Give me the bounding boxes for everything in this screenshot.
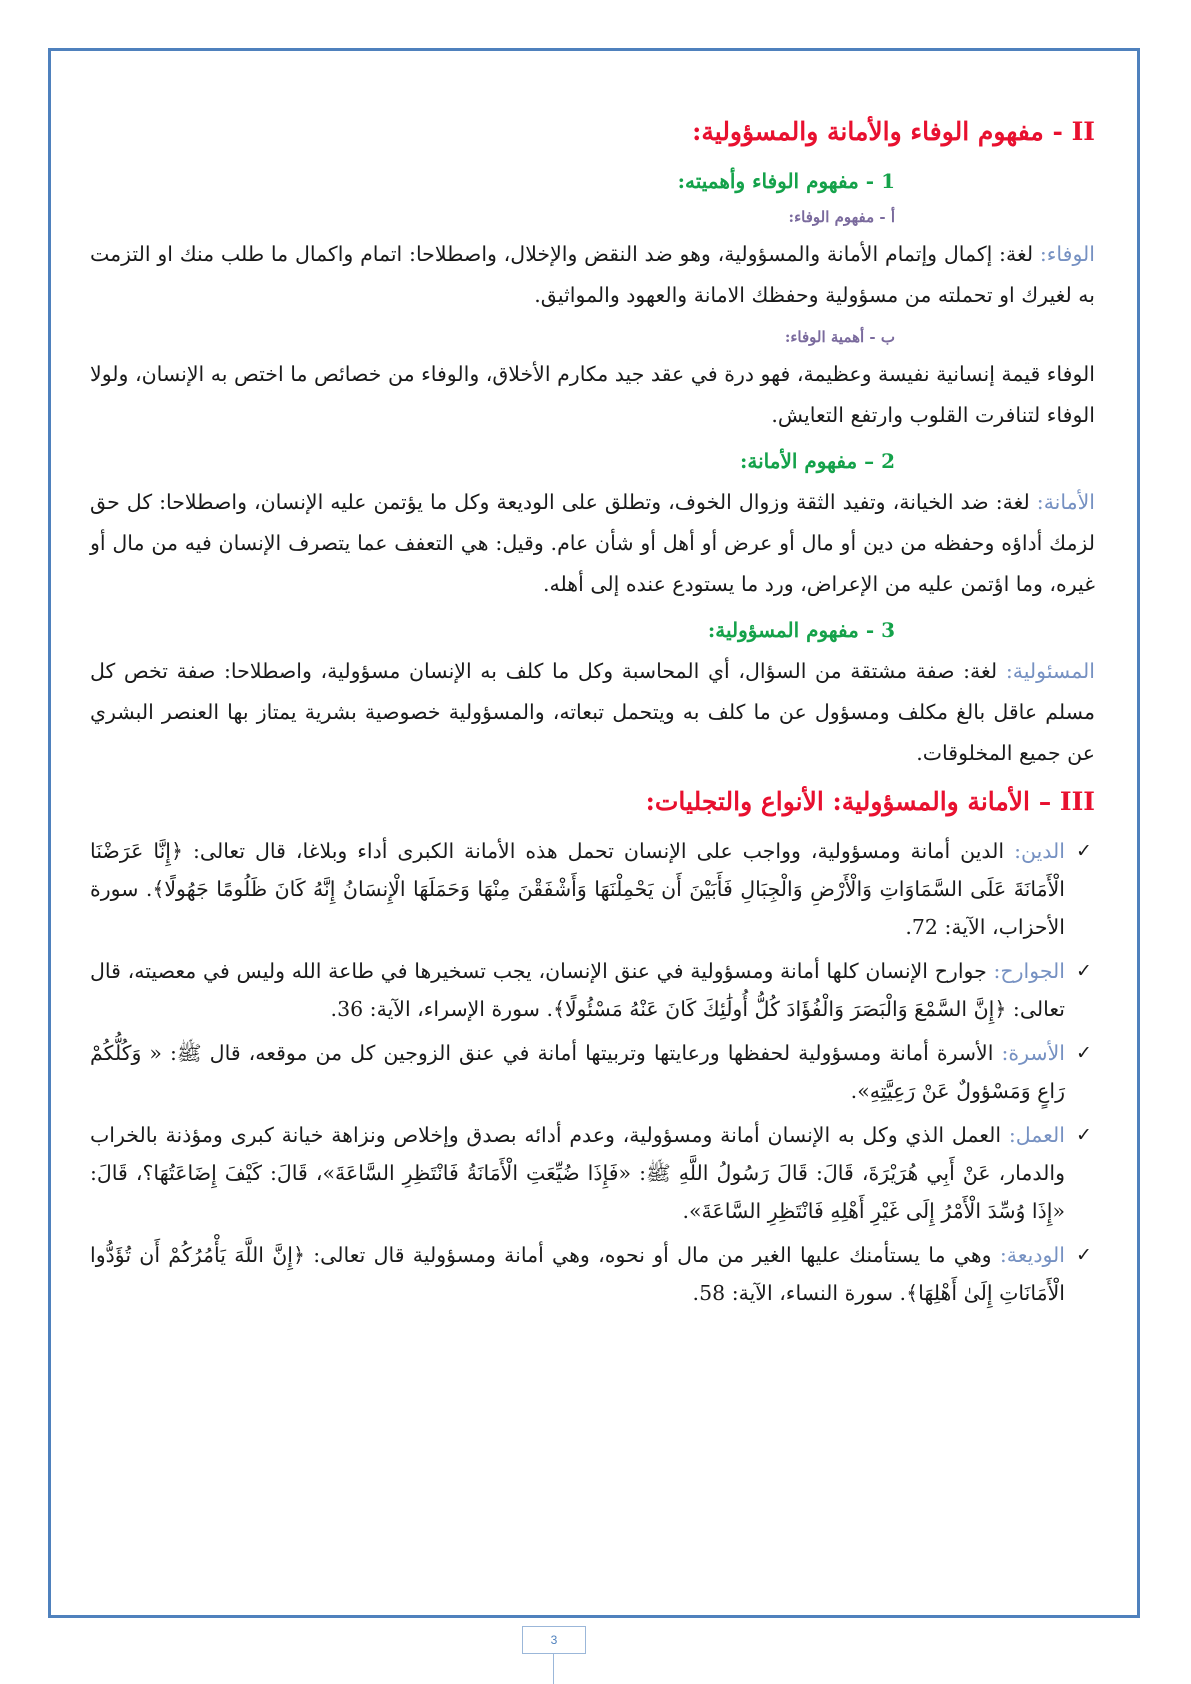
checkmark-icon: ✓ bbox=[1076, 1042, 1092, 1064]
list-item-text: الأسرة أمانة ومسؤولية لحفظها ورعايتها وتربيتها أمانة في عنق الزوجين كل من موقعه، قال ﷺ: « وَكُلُّكُمْ رَاعٍ وَمَسْؤولٌ عَنْ رَعِيَّتِهِ». bbox=[90, 1041, 1065, 1103]
checkmark-icon: ✓ bbox=[1076, 1244, 1092, 1266]
list-item-deposit bbox=[90, 1236, 1095, 1312]
term-label: الأسرة: bbox=[1001, 1041, 1065, 1065]
paragraph-text: لغة: إكمال وإتمام الأمانة والمسؤولية، وهو ضد النقض والإخلال، واصطلاحا: اتمام واكمال ما طلب منك او التزمت به لغيرك او تحملته من مسؤولية وحفظك الامانة والعهود والمواثيق. bbox=[90, 242, 1095, 307]
term-label: المسئولية: bbox=[1005, 659, 1095, 683]
paragraph-wafa-definition bbox=[90, 234, 1095, 316]
minor-heading-wafa-concept: أ - مفهوم الوفاء: bbox=[788, 208, 895, 226]
list-item-limbs bbox=[90, 952, 1095, 1028]
list-item-text: وهي ما يستأمنك عليها الغير من مال أو نحوه، وهي أمانة ومسؤولية قال تعالى: ﴿إِنَّ اللَّهَ يَأْمُرُكُمْ أَن تُؤَدُّوا الْأَمَانَاتِ إِلَىٰ أَهْلِهَا﴾. سورة النساء، الآية: 58. bbox=[90, 1243, 1065, 1305]
paragraph-text: لغة: ضد الخيانة، وتفيد الثقة وزوال الخوف، وتطلق على الوديعة وكل ما يؤتمن عليه الإنسان، واصطلاحا: كل حق لزمك أداؤه وحفظه من دين أو مال أو عرض أو أهل أو شأن عام. وقيل: هي التعفف عما يتصرف الإنسان فيه من مال أو غيره، وما اؤتمن عليه من الإعراض، ورد ما يستودع عنده إلى أهله. bbox=[90, 490, 1095, 596]
types-list bbox=[90, 832, 1095, 1312]
list-item-text: جوارح الإنسان كلها أمانة ومسؤولية في عنق الإنسان، يجب تسخيرها في طاعة الله وليس في معصيته، قال تعالى: ﴿إِنَّ السَّمْعَ وَالْبَصَرَ وَالْفُؤَادَ كُلُّ أُولَٰئِكَ كَانَ عَنْهُ مَسْئُولًا﴾. سورة الإسراء، الآية: 36. bbox=[90, 959, 1065, 1021]
term-label: الوديعة: bbox=[999, 1243, 1065, 1267]
term-label: الأمانة: bbox=[1036, 490, 1095, 514]
footer-divider bbox=[553, 1654, 554, 1684]
list-item-religion bbox=[90, 832, 1095, 946]
list-item-work bbox=[90, 1116, 1095, 1230]
list-item-text: العمل الذي وكل به الإنسان أمانة ومسؤولية، وعدم أدائه بصدق وإخلاص ونزاهة خيانة كبرى ومؤذنة بالخراب والدمار، عَنْ أَبِي هُرَيْرَةَ، قَالَ: قَالَ رَسُولُ اللَّهِ ﷺ: «فَإِذَا ضُيِّعَتِ الْأَمَانَةُ فَانْتَظِرِ السَّاعَةَ»، قَالَ: كَيْفَ إِضَاعَتُهَا؟، قَالَ: «إِذَا وُسِّدَ الْأَمْرُ إِلَى غَيْرِ أَهْلِهِ فَانْتَظِرِ السَّاعَةَ». bbox=[90, 1123, 1065, 1223]
paragraph-masuliya-definition bbox=[90, 651, 1095, 774]
term-label: الجوارح: bbox=[993, 959, 1065, 983]
checkmark-icon: ✓ bbox=[1076, 840, 1092, 862]
term-label: الوفاء: bbox=[1039, 242, 1095, 266]
term-label: العمل: bbox=[1008, 1123, 1065, 1147]
paragraph-text: لغة: صفة مشتقة من السؤال، أي المحاسبة وكل ما كلف به الإنسان مسؤولية، واصطلاحا: صفة تخص كل مسلم عاقل بالغ مكلف ومسؤول عن ما كلف به ويتحمل تبعاته، والمسؤولية خصوصية بشرية يمتاز بها العنصر البشري عن جميع المخلوقات. bbox=[90, 659, 1095, 765]
subheading-amana: 2 – مفهوم الأمانة: bbox=[739, 449, 895, 473]
subheading-wafa: 1 - مفهوم الوفاء وأهميته: bbox=[677, 169, 895, 193]
list-item-text: الدين أمانة ومسؤولية، وواجب على الإنسان تحمل هذه الأمانة الكبرى أداء وبلاغا، قال تعالى: ﴿إِنَّا عَرَضْنَا الْأَمَانَةَ عَلَى السَّمَاوَاتِ وَالْأَرْضِ وَالْجِبَالِ فَأَبَيْنَ أَن يَحْمِلْنَهَا وَأَشْفَقْنَ مِنْهَا وَحَمَلَهَا الْإِنسَانُ إِنَّهُ كَانَ ظَلُومًا جَهُولًا﴾. سورة الأحزاب، الآية: 72. bbox=[90, 839, 1065, 939]
subheading-masuliya: 3 - مفهوم المسؤولية: bbox=[707, 618, 895, 642]
paragraph-amana-definition bbox=[90, 482, 1095, 605]
paragraph-wafa-importance: الوفاء قيمة إنسانية نفيسة وعظيمة، فهو درة في عقد جيد مكارم الأخلاق، والوفاء من خصائص ما اختص به الإنسان، ولولا الوفاء لتنافرت القلوب وارتفع التعايش. bbox=[90, 362, 1095, 427]
checkmark-icon: ✓ bbox=[1076, 960, 1092, 982]
term-label: الدين: bbox=[1014, 839, 1065, 863]
minor-heading-wafa-importance: ب - أهمية الوفاء: bbox=[784, 328, 895, 346]
page-number: 3 bbox=[522, 1626, 586, 1654]
document-body bbox=[90, 104, 1095, 1318]
section-heading-ii: II - مفهوم الوفاء والأمانة والمسؤولية: bbox=[692, 117, 1095, 146]
checkmark-icon: ✓ bbox=[1076, 1124, 1092, 1146]
section-heading-iii: III – الأمانة والمسؤولية: الأنواع والتجليات: bbox=[645, 787, 1095, 816]
list-item-family bbox=[90, 1034, 1095, 1110]
